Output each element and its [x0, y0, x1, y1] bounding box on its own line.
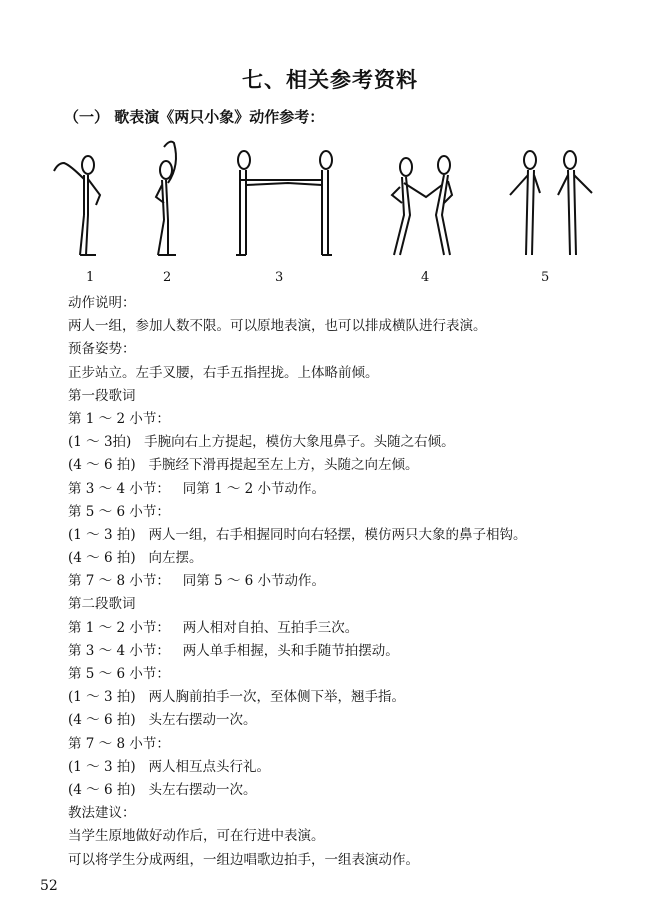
text-line: (1 ～ 3 拍) 两人胸前拍手一次，至体侧下举，翘手指。: [68, 689, 405, 706]
text-line: 当学生原地做好动作后，可在行进中表演。: [68, 828, 325, 845]
text-line: 正步站立。左手叉腰，右手五指捏拢。上体略前倾。: [68, 364, 379, 381]
body-text: [68, 292, 628, 872]
figure-5: [510, 151, 592, 255]
text-line: 第 7 ～ 8 小节：: [68, 735, 170, 752]
figure-label-3: 3: [275, 270, 284, 285]
text-line: (1 ～ 3 拍) 两人一组，右手相握同时向右轻摆，模仿两只大象的鼻子相钩。: [68, 526, 527, 543]
text-line: 第二段歌词: [68, 596, 136, 613]
text-line: (1 ～ 3 拍) 两人相互点头行礼。: [68, 758, 270, 775]
text-line: 第 5 ～ 6 小节：: [68, 666, 170, 682]
text-line: (4 ～ 6 拍) 手腕经下滑再提起至左上方，头随之向左倾。: [68, 457, 419, 474]
figure-4: [392, 156, 452, 255]
subsection-heading: （一） 歌表演《两只小象》动作参考：: [64, 108, 325, 126]
text-line: (4 ～ 6 拍) 头左右摆动一次。: [68, 781, 257, 798]
text-line: 第 5 ～ 6 小节：: [68, 503, 170, 520]
text-line: 教法建议：: [68, 805, 136, 822]
figure-1: [54, 156, 100, 255]
figure-3: [236, 151, 332, 255]
text-line: 第 3 ～ 4 小节： 两人单手相握，头和手随节拍摆动。: [68, 642, 399, 659]
text-line: 预备姿势：: [68, 341, 136, 358]
text-line: 第 3 ～ 4 小节： 同第 1 ～ 2 小节动作。: [68, 480, 326, 497]
section-title: 七、相关参考资料: [242, 67, 418, 92]
text-line: (4 ～ 6 拍) 头左右摆动一次。: [68, 712, 257, 729]
stick-figure-illustrations: [40, 135, 620, 265]
text-line: (1 ～ 3拍) 手腕向右上方提起，模仿大象甩鼻子。头随之右倾。: [68, 434, 455, 451]
figure-label-2: 2: [163, 270, 172, 285]
text-line: 可以将学生分成两组，一组边唱歌边拍手，一组表演动作。: [68, 851, 419, 868]
page-number: 52: [40, 878, 58, 894]
text-line: 第 1 ～ 2 小节：: [68, 410, 170, 427]
text-line: 第 1 ～ 2 小节： 两人相对自拍、互拍手三次。: [68, 619, 359, 636]
text-line: (4 ～ 6 拍) 向左摆。: [68, 550, 203, 567]
text-line: 第 7 ～ 8 小节： 同第 5 ～ 6 小节动作。: [68, 573, 326, 590]
figure-label-5: 5: [541, 270, 550, 285]
figure-2: [156, 142, 176, 255]
text-line: 两人一组，参加人数不限。可以原地表演，也可以排成横队进行表演。: [68, 318, 487, 335]
text-line: 第一段歌词: [68, 387, 136, 404]
figure-label-4: 4: [421, 270, 430, 285]
figure-label-1: 1: [86, 270, 95, 285]
text-line: 动作说明：: [68, 295, 136, 311]
